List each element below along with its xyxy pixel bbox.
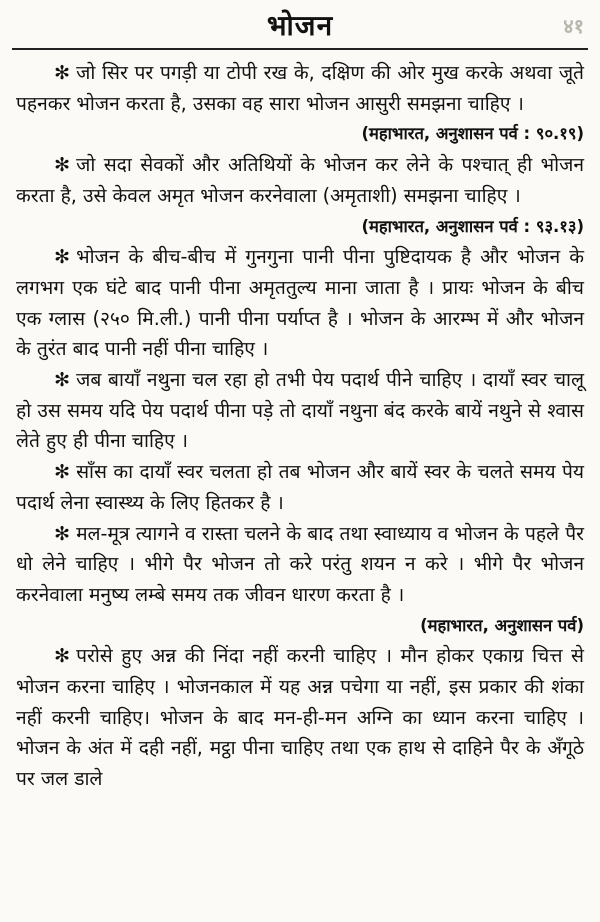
citation: (महाभारत, अनुशासन पर्व) (420, 615, 584, 635)
paragraph (16, 150, 584, 236)
paragraph-text: जो सदा सेवकों और अतिथियों के भोजन कर लेने के पश्चात् ही भोजन करता है, उसे केवल अमृत भोजन करनेवाला (अमृताशी) समझना चाहिए । (16, 153, 584, 207)
header-divider (12, 48, 588, 50)
paragraph (16, 365, 584, 457)
page-title: भोजन (266, 9, 334, 42)
page-body (16, 58, 584, 795)
citation: (महाभारत, अनुशासन पर्व : ९३.१३) (361, 216, 584, 236)
paragraph-text: जो सिर पर पगड़ी या टोपी रख के, दक्षिण की ओर मुख करके अथवा जूते पहनकर भोजन करता है, उसका वह सारा भोजन आसुरी समझना चाहिए । (16, 61, 584, 115)
paragraph (16, 641, 584, 795)
paragraph-text: जब बायाँ नथुना चल रहा हो तभी पेय पदार्थ पीने चाहिए । दायाँ स्वर चालू हो उस समय यदि पेय पदार्थ पीना पड़े तो दायाँ नथुना बंद करके बायें नथुने से श्वास लेते हुए ही पीना चाहिए । (16, 368, 584, 453)
paragraph (16, 58, 584, 144)
bullet-star-icon: ✻ (54, 521, 71, 545)
paragraph-text: भोजन के बीच-बीच में गुनगुना पानी पीना पुष्टिदायक है और भोजन के लगभग एक घंटे बाद पानी पीना अमृततुल्य माना जाता है । प्रायः भोजन के बीच एक ग्लास (२५० मि.ली.) पानी पीना पर्याप्त है । भोजन के आरम्भ में और भोजन के तुरंत बाद पानी नहीं पीना चाहिए । (16, 245, 584, 361)
bullet-star-icon: ✻ (54, 460, 71, 484)
paragraph (16, 457, 584, 518)
citation: (महाभारत, अनुशासन पर्व : ९०.१९) (361, 124, 584, 144)
bullet-star-icon: ✻ (54, 644, 71, 668)
bullet-star-icon: ✻ (54, 368, 71, 392)
page-header (0, 0, 600, 50)
bullet-star-icon: ✻ (54, 61, 71, 84)
paragraph (16, 519, 584, 635)
page-number: ४१ (563, 14, 584, 38)
paragraph-text: साँस का दायाँ स्वर चलता हो तब भोजन और बायें स्वर के चलते समय पेय पदार्थ लेना स्वास्थ्य के लिए हितकर है । (16, 460, 584, 514)
paragraph-text: मल-मूत्र त्यागने व रास्ता चलने के बाद तथा स्वाध्याय व भोजन के पहले पैर धो लेने चाहिए । भीगे पैर भोजन तो करे परंतु शयन न करे । भीगे पैर भोजन करनेवाला मनुष्य लम्बे समय तक जीवन धारण करता है । (16, 521, 584, 606)
bullet-star-icon: ✻ (54, 245, 71, 269)
bullet-star-icon: ✻ (54, 153, 71, 177)
paragraph-text: परोसे हुए अन्न की निंदा नहीं करनी चाहिए । मौन होकर एकाग्र चित्त से भोजन करना चाहिए । भोजनकाल में यह अन्न पचेगा या नहीं, इस प्रकार की शंका नहीं करनी चाहिए। भोजन के बाद मन-ही-मन अग्नि का ध्यान करना चाहिए । भोजन के अंत में दही नहीं, मट्ठा पीना चाहिए तथा एक हाथ से दाहिने पैर के अँगूठे पर जल डाले (16, 644, 584, 791)
paragraph (16, 242, 584, 365)
